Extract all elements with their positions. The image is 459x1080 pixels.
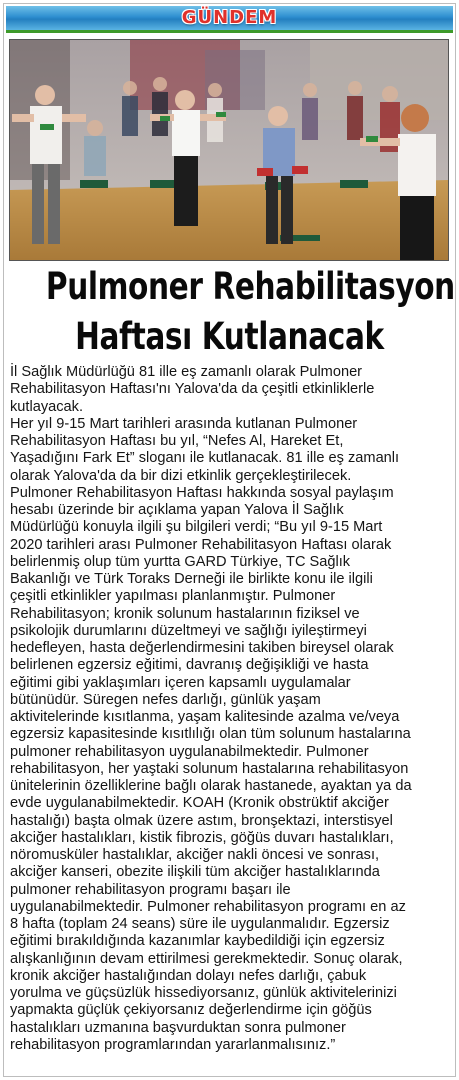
body-line: akciğer hastalıkları, kistik fibrozis, göğüs duvarı hastalıkları, bbox=[10, 829, 394, 846]
body-line: uygulanabilmektedir. Pulmoner rehabilitasyon programı en az bbox=[10, 898, 406, 915]
body-line: hedefleyen, hasta değerlendirmesini takiben bireysel olarak bbox=[10, 640, 394, 656]
headline-line-2: Haftası Kutlanacak bbox=[75, 315, 384, 358]
body-line: Rehabilitasyon Haftası bu yıl, “Nefes Al, Hareket Et, bbox=[10, 433, 344, 449]
body-line: yorulma ve güçsüzlük hissediyorsanız, günlük aktivitelerinizi bbox=[10, 985, 397, 1001]
body-line: eğitimi gibi yaklaşımları içeren kapsamlı uygulamalar bbox=[10, 674, 351, 691]
body-line: 8 hafta (toplam 24 seans) süre ile uygulanmalıdır. Egzersiz bbox=[10, 916, 390, 932]
body-line: rehabilitasyon programlarından yararlanmalısınız.” bbox=[10, 1036, 336, 1053]
body-line: Pulmoner Rehabilitasyon Haftası hakkında sosyal paylaşım bbox=[10, 484, 394, 501]
body-line: nöromusküler hastalıklar, akciğer nakli öncesi ve sonrası, bbox=[10, 847, 380, 863]
body-line: olarak Yalova'da da bir dizi etkinlik gerçekleştirilecek. bbox=[10, 467, 352, 484]
body-line: hastalıkları uzmanına başvurduktan sonra pulmoner bbox=[10, 1019, 346, 1036]
body-line: Rehabilitasyon Haftası'nı Yalova'da da çeşitli etkinliklerle bbox=[10, 381, 375, 398]
article-headline bbox=[0, 262, 459, 362]
body-line: Bakanlığı ve Türk Toraks Derneği ile birlikte konu ile ilgili bbox=[10, 571, 373, 587]
body-line: kronik akciğer hastalığından dolayı nefes darlığı, çabuk bbox=[10, 967, 367, 984]
section-banner bbox=[6, 6, 453, 30]
banner-stripe bbox=[6, 30, 453, 33]
body-line: egzersiz kapasitesinde kısıtlılığı olan tüm solunum hastalarına bbox=[10, 726, 411, 743]
body-line: Rehabilitasyon; kronik solunum hastalarının fiziksel ve bbox=[10, 605, 360, 622]
body-line: Müdürlüğü konuyla ilgili şu bilgileri verdi; “Bu yıl 9-15 Mart bbox=[10, 519, 383, 536]
body-line: bütünüdür. Süregen nefes darlığı, günlük yaşam bbox=[10, 691, 321, 708]
body-line: Yaşadığını Fark Et” sloganı ile kutlanacak. 81 ille eş zamanlı bbox=[10, 450, 400, 467]
body-line: akciğer kanseri, obezite ilişkili tüm akciğer hastalıklarında bbox=[10, 864, 380, 881]
headline-line-1: Pulmoner Rehabilitasyon bbox=[45, 265, 455, 308]
body-line: İl Sağlık Müdürlüğü 81 ille eş zamanlı olarak Pulmoner bbox=[10, 364, 363, 380]
body-line: pulmoner rehabilitasyon uygulanabilmektedir. Pulmoner bbox=[10, 743, 369, 760]
body-line: belirlenen egzersiz eğitimi, davranış değişikliği ve hasta bbox=[10, 657, 369, 674]
article-body bbox=[10, 364, 451, 1054]
body-line: ünitelerinin özelliklerine bağlı olarak hastanede, ayaktan ya da bbox=[10, 778, 412, 794]
section-title: GÜNDEM bbox=[181, 7, 278, 28]
body-line: Her yıl 9-15 Mart tarihleri arasında kutlanan Pulmoner bbox=[10, 415, 358, 432]
body-line: alışkanlığının devam ettirilmesi gerekmektedir. Sonuç olarak, bbox=[10, 950, 403, 967]
body-line: 2020 tarihleri arası Pulmoner Rehabilitasyon Haftası olarak bbox=[10, 536, 392, 553]
body-line: eğitimi bırakıldığında kazanımlar kaybedildiği için egzersiz bbox=[10, 933, 385, 950]
body-line: hastalığı) başta olmak üzere astım, bronşektazi, interstisyel bbox=[10, 812, 393, 829]
news-photo bbox=[9, 39, 449, 261]
body-line: çeşitli etkinlikler yapılması planlanmıştır. Pulmoner bbox=[10, 588, 336, 605]
body-line: aktivitelerinde kısıtlanma, yaşam kalitesinde azalma ve/veya bbox=[10, 709, 400, 725]
body-line: rehabilitasyon, her yaştaki solunum hastalarına rehabilitasyon bbox=[10, 760, 409, 777]
body-line: pulmoner rehabilitasyon programı başarı ile bbox=[10, 881, 291, 898]
body-line: psikolojik durumlarını düzeltmeyi ve sağlığı iyileştirmeyi bbox=[10, 622, 367, 639]
rehab-exercise-photo-icon bbox=[10, 40, 449, 261]
body-line: yapmakta güçlük çekiyorsanız değerlendirme için göğüs bbox=[10, 1002, 372, 1019]
body-line: evde uygulanabilmektedir. KOAH (Kronik obstrüktif akciğer bbox=[10, 795, 389, 812]
body-line: belirlenmiş olup tüm yurtta GARD Türkiye, TC Sağlık bbox=[10, 553, 351, 570]
body-line: hesabı üzerinde bir açıklama yapan Yalova İl Sağlık bbox=[10, 502, 344, 518]
body-line: kutlayacak. bbox=[10, 398, 84, 415]
